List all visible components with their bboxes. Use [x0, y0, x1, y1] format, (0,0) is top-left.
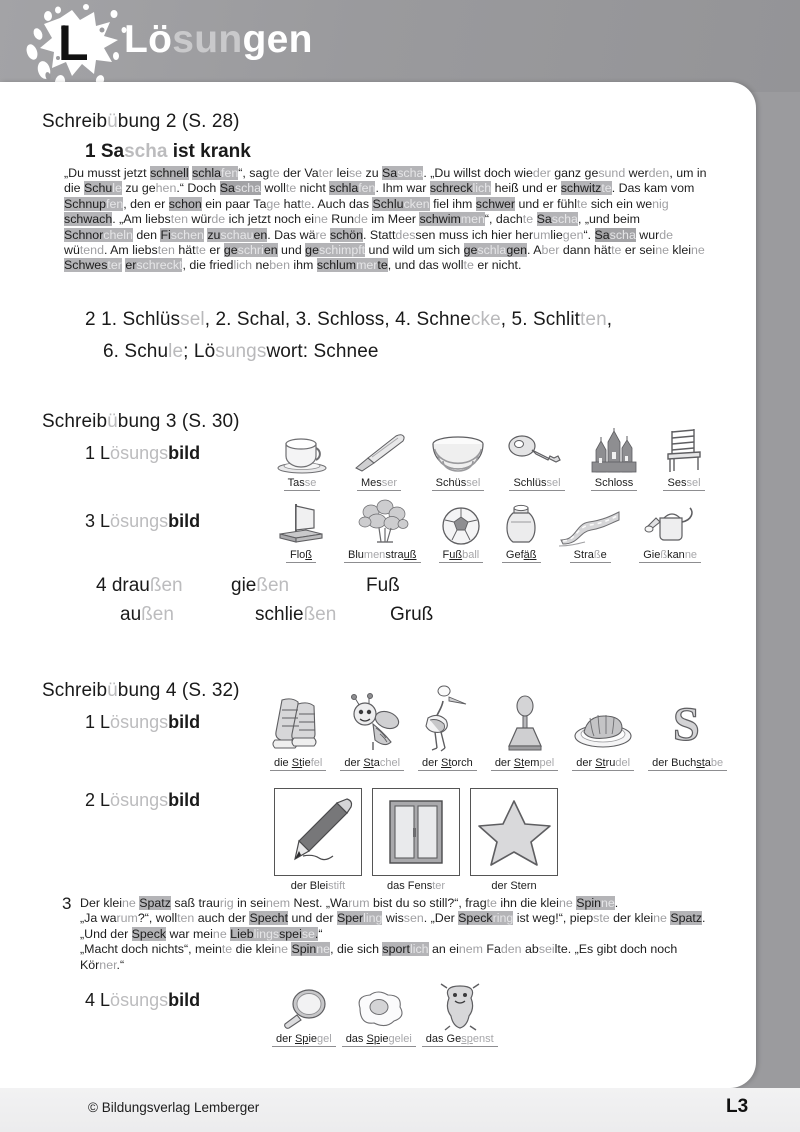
task-number-ex4-4: 4: [85, 990, 96, 1010]
picture-caption: der Stern: [491, 880, 537, 892]
picture-item: [439, 500, 484, 563]
word-grid-cell: Fuß: [366, 575, 400, 596]
friedegg-icon: [352, 988, 406, 1030]
wateringcan-icon: [642, 500, 698, 546]
task-label-ex4-2: [85, 790, 200, 811]
bee-icon: [343, 692, 401, 754]
picture-item: [270, 692, 326, 771]
picture-item: [660, 428, 708, 491]
heading-ex4-part3: bung 4 (S. 32): [117, 680, 240, 701]
star-icon: [478, 797, 550, 867]
picture-caption: das Spiegelei: [342, 1033, 416, 1047]
picture-item: [342, 988, 416, 1047]
chair-icon: [660, 428, 708, 474]
picture-box: [470, 788, 558, 892]
raft-icon: [276, 500, 326, 546]
key-icon: [506, 428, 568, 474]
picture-item: [491, 692, 558, 771]
picture-item: [506, 428, 568, 491]
picture-row-ex4-1: [270, 692, 727, 771]
paragraph-sascha: [64, 166, 712, 274]
letter-s-icon: [667, 692, 709, 754]
vessel-icon: [501, 500, 541, 546]
subheading-part3: ist krank: [172, 141, 251, 162]
picture-caption: Schüssel: [432, 477, 485, 491]
picture-item: [501, 500, 541, 563]
paragraph-spatz-text: Der kleine Spatz saß traurig in seinem Nest. „Warum bist du so still?“, fragte ihn die kleine Spinne. „Ja warum?“, wollten auch der Specht und der Sperling wissen. „Der Speckring ist weg!“, piepste der kleine Spatz. „Und der Speck war meine Lieblingsspeise.“ „Macht doch nichts“, meinte die kleine Spinne, die sich sportlich an einem Faden abseilte. „Es gibt doch noch Körner.“: [80, 896, 706, 972]
picture-item: [422, 984, 498, 1047]
answer-line2: 6. Schule; Lösungswort: Schnee: [103, 341, 379, 362]
svg-text:S: S: [672, 698, 700, 751]
word-grid-cell: Gruß: [390, 604, 434, 625]
picture-frame: [372, 788, 460, 876]
picture-item: [348, 428, 410, 491]
picture-caption: Gefäß: [502, 549, 541, 563]
answer-line1: 1. Schlüssel, 2. Schal, 3. Schloss, 4. Schnecke, 5. Schlitten,: [101, 309, 613, 330]
task-word-loesungsbild-ex4-4: Lösungsbild: [100, 990, 201, 1010]
picture-caption: der Bleistift: [290, 880, 346, 892]
picture-frame: [470, 788, 558, 876]
task-word-loesungsbild-3: Lösungsbild: [100, 511, 201, 531]
picture-caption: Fußball: [439, 549, 484, 563]
word-grid-cell: gießen: [231, 575, 290, 596]
road-icon: [559, 500, 621, 546]
page-title-part-4: gen: [242, 18, 313, 61]
picture-row-ex4-4: [272, 984, 498, 1047]
answer-list-line2: [103, 341, 379, 363]
picture-caption: der Strudel: [572, 757, 634, 771]
task-word-loesungsbild-1: Lösungsbild: [100, 443, 201, 463]
picture-caption: der Spiegel: [272, 1033, 336, 1047]
picture-caption: das Gespenst: [422, 1033, 498, 1047]
picture-item: [586, 428, 642, 491]
picture-caption: Schloss: [591, 477, 638, 491]
word-grid-cell: 4 draußen: [96, 575, 183, 596]
page-title-part-1: L: [124, 18, 149, 61]
word-grid-row: [96, 604, 433, 626]
picture-caption: der Storch: [418, 757, 477, 771]
ghost-icon: [437, 984, 483, 1030]
section-heading-ex3: [42, 411, 240, 433]
task-number-ex4-1: 1: [85, 712, 96, 732]
stamp-icon: [501, 692, 547, 754]
heading-ex4-part1: Schreib: [42, 680, 108, 701]
picture-row-ex3-3: [276, 500, 701, 563]
subheading-number: 1: [85, 141, 96, 162]
subheading-sascha: [85, 141, 251, 163]
page-header: [0, 0, 800, 92]
task-number-ex4-3: [62, 894, 72, 914]
task-number-ex4-3-value: 3: [62, 894, 72, 913]
picture-row-ex3-1: [274, 428, 708, 491]
picture-item: [639, 500, 701, 563]
task-label-ex4-1: [85, 712, 200, 733]
soccerball-icon: [439, 500, 483, 546]
mirror-icon: [277, 988, 331, 1030]
picture-caption: der Stachel: [340, 757, 404, 771]
window-icon: [384, 795, 448, 869]
pencil-icon: [281, 795, 355, 869]
picture-caption: der Buchstabe: [648, 757, 727, 771]
page-title: [124, 20, 313, 59]
task-label-ex3-1: [85, 443, 200, 464]
word-grid-cell: außen: [120, 604, 174, 625]
picture-item: [340, 692, 404, 771]
task-number-ex3-3: 3: [85, 511, 96, 531]
strudel-icon: [572, 692, 634, 754]
picture-caption: Schlüssel: [509, 477, 564, 491]
picture-item: [428, 428, 488, 491]
page-title-part-2: ö: [148, 18, 173, 61]
task-word-loesungsbild-ex4-2: Lösungsbild: [100, 790, 201, 810]
footer-page-label: L3: [726, 1096, 749, 1117]
picture-box-row-ex4-2: [274, 788, 558, 892]
picture-caption: Floß: [286, 549, 316, 563]
heading-ex4-part2: ü: [107, 680, 118, 701]
castle-icon: [586, 428, 642, 474]
picture-item: [344, 500, 421, 563]
picture-caption: Blumenstrauß: [344, 549, 421, 563]
bowl-icon: [428, 428, 488, 474]
picture-caption: Messer: [357, 477, 401, 491]
task-label-ex4-4: [85, 990, 200, 1011]
picture-box: [372, 788, 460, 892]
task-number-ex3-1: 1: [85, 443, 96, 463]
answer-list-number: 2: [85, 309, 96, 330]
word-grid-cell: schließen: [255, 604, 337, 625]
boots-icon: [270, 692, 326, 754]
heading-ex2-part1: Schreib: [42, 111, 108, 132]
stork-icon: [422, 692, 472, 754]
task-label-ex3-3: [85, 511, 200, 532]
footer-copyright: © Bildungsverlag Lemberger: [88, 1100, 260, 1115]
heading-ex2-part2: ü: [107, 111, 118, 132]
paragraph-sascha-text: „Du musst jetzt schnell schlafen“, sagte der Vater leise zu Sascha. „Du willst doch wieder ganz gesund werden, um in die Schule zu gehen.“ Doch Sascha wollte nicht schlafen. Ihm war schrecklich heiß und er schwitzte. Das kam vom Schnupfen, den er schon ein paar Tage hatte. Auch das Schlucken fiel ihm schwer und er fühlte sich ein wenig schwach. „Am liebsten würde ich jetzt noch eine Runde im Meer schwimmen“, dachte Sascha, „und beim Schnorcheln den Fischen zuschauen. Das wäre schön. Stattdessen muss ich hier herumliegen“. Sascha wurde wütend. Am liebsten hätte er geschrien und geschimpft und wild um sich geschlagen. Aber dann hätte er seine kleine Schwester erschreckt, die friedlich neben ihm schlummerte, und das wollte er nicht.: [64, 166, 707, 273]
heading-ex3-part1: Schreib: [42, 411, 108, 432]
task-word-loesungsbild-ex4-1: Lösungsbild: [100, 712, 201, 732]
subheading-part1: Sa: [100, 141, 125, 162]
word-grid-row: [96, 575, 433, 597]
section-heading-ex2: [42, 111, 240, 133]
paragraph-spatz: [80, 896, 710, 973]
heading-ex2-part3: bung 2 (S. 28): [117, 111, 240, 132]
picture-caption: Sessel: [663, 477, 704, 491]
picture-item: [648, 692, 727, 771]
picture-caption: die Stiefel: [270, 757, 326, 771]
cup-icon: [274, 428, 330, 474]
section-heading-ex4: [42, 680, 240, 702]
subheading-part2: scha: [124, 141, 168, 162]
picture-caption: Tasse: [284, 477, 321, 491]
heading-ex3-part2: ü: [107, 411, 118, 432]
picture-caption: Gießkanne: [639, 549, 701, 563]
answer-list-line1: [85, 309, 612, 331]
picture-item: [274, 428, 330, 491]
word-grid-ex3-4: [96, 575, 433, 633]
picture-box: [274, 788, 362, 892]
picture-item: [572, 692, 634, 771]
picture-caption: der Stempel: [491, 757, 558, 771]
task-number-ex4-2: 2: [85, 790, 96, 810]
picture-item: [559, 500, 621, 563]
page-title-part-3: sun: [172, 18, 243, 61]
picture-item: [418, 692, 477, 771]
bouquet-icon: [355, 500, 409, 546]
knife-icon: [348, 428, 410, 474]
heading-ex3-part3: bung 3 (S. 30): [117, 411, 240, 432]
picture-frame: [274, 788, 362, 876]
picture-item: [276, 500, 326, 563]
picture-caption: das Fenster: [386, 880, 446, 892]
picture-item: [272, 988, 336, 1047]
page-footer: [0, 1088, 800, 1132]
logo-letter-l: L: [58, 15, 89, 71]
picture-caption: Straße: [570, 549, 611, 563]
